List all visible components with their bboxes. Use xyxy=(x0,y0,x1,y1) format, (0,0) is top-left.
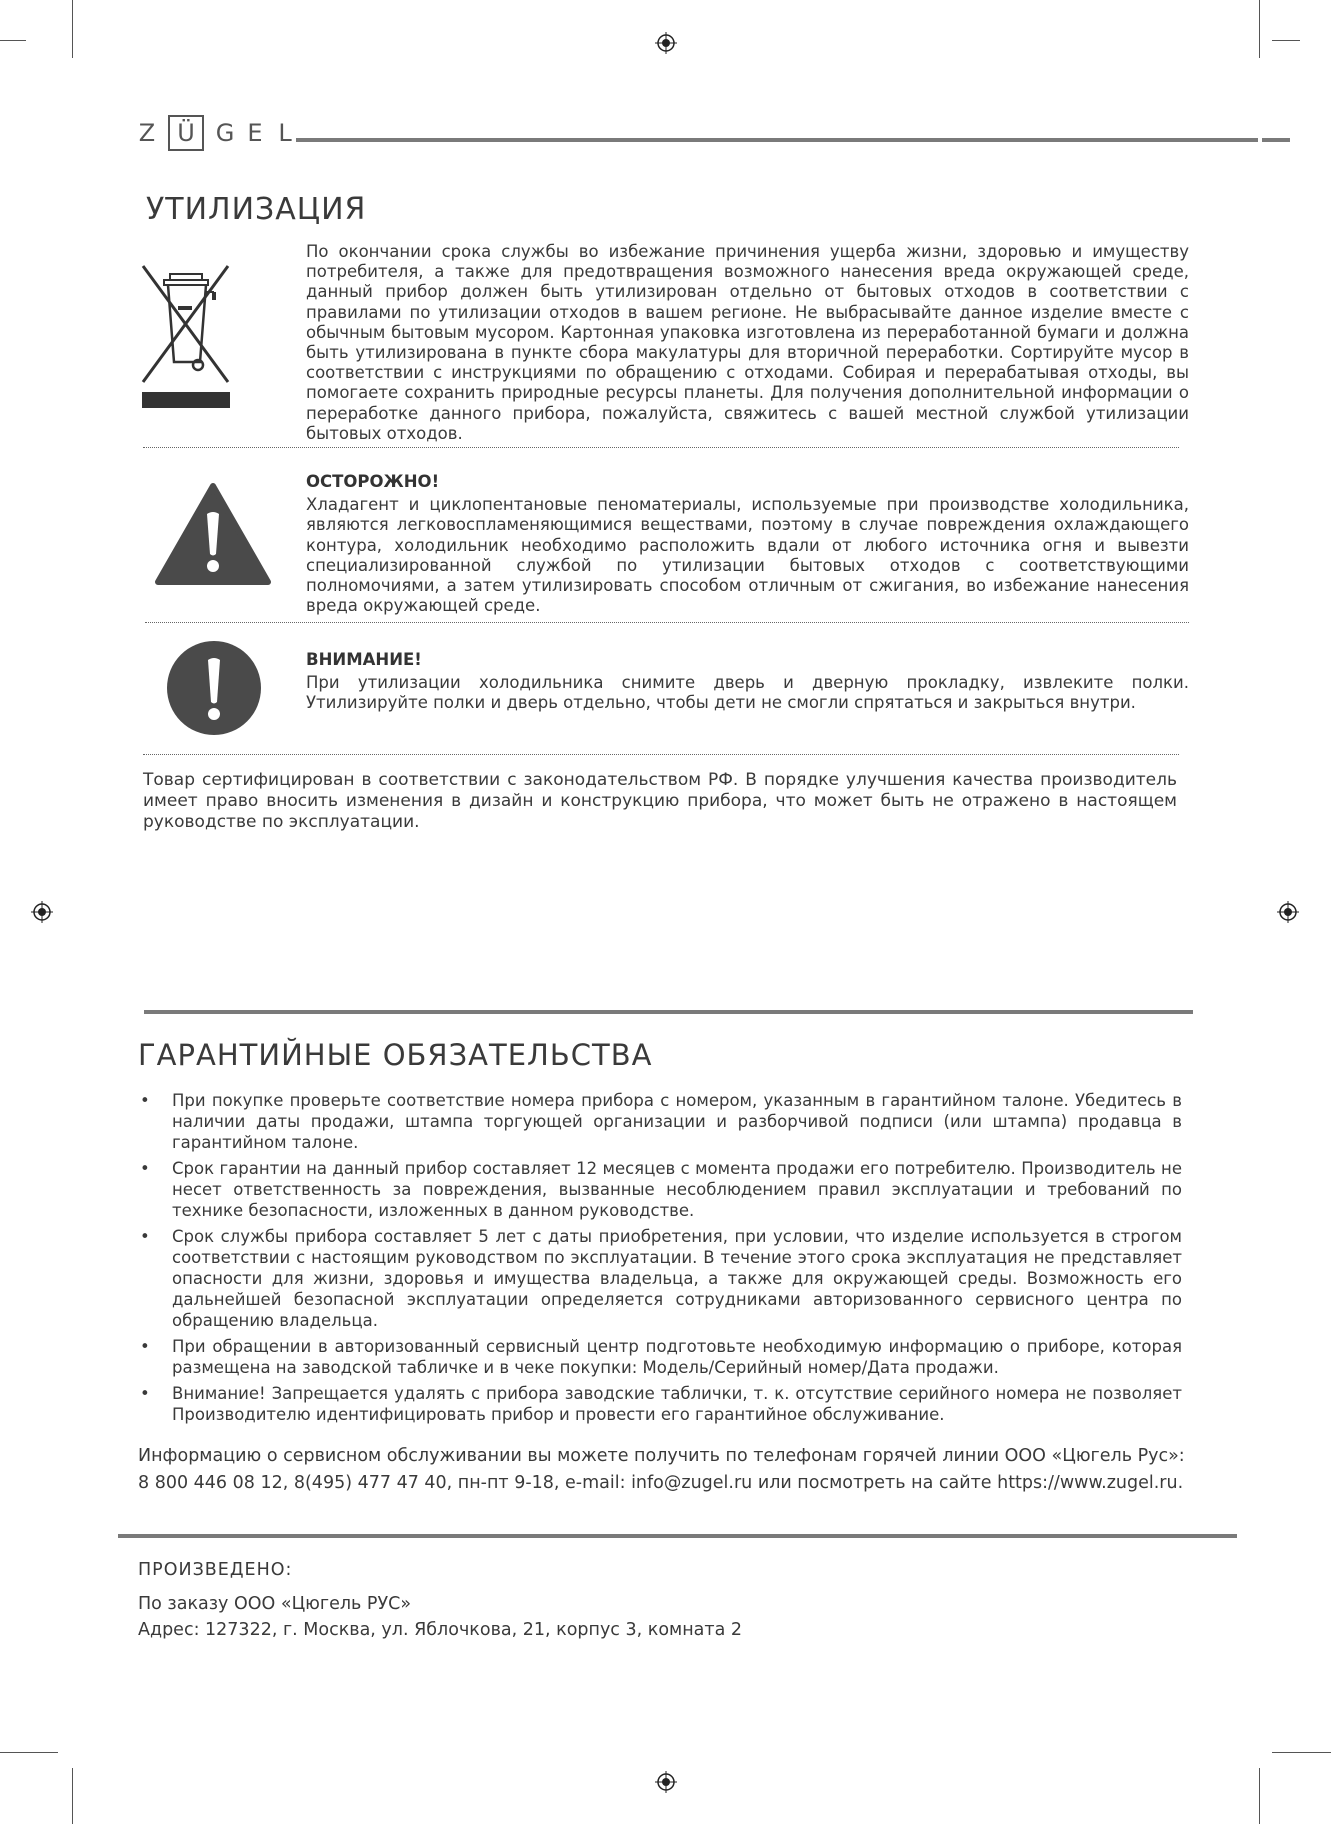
crop-mark xyxy=(1259,0,1260,58)
manufacturer-rule xyxy=(118,1534,1237,1538)
logo-letter: E xyxy=(247,119,263,147)
exclamation-circle-icon xyxy=(166,640,262,736)
manufacturer-address: Адрес: 127322, г. Москва, ул. Яблочкова, 21, корпус 3, комната 2 xyxy=(138,1620,743,1640)
certification-text: Товар сертифицирован в соответствии с законодательством РФ. В порядке улучшения качества производитель имеет право вносить изменения в дизайн и конструкцию прибора, что может быть не отражено в настоящем руководстве по эксплуатации. xyxy=(143,770,1177,832)
service-contacts-line: 8 800 446 08 12, 8(495) 477 47 40, пн-пт 9-18, e-mail: info@zugel.ru или посмотреть на сайте https://www.zugel.ru. xyxy=(138,1473,1184,1493)
list-item: • При покупке проверьте соответствие номера прибора с номером, указанным в гарантийном талоне. Убедитесь в наличии даты продажи, штампа торгующей организации и разборчивой подписи (или штампа) продавца в гарантийном талоне. xyxy=(140,1090,1182,1153)
list-item: • Внимание! Запрещается удалять с прибора заводские таблички, т. к. отсутствие серийного номера не позволяет Производителю идентифицировать прибор и провести его гарантийное обслуживание. xyxy=(140,1383,1182,1425)
logo-letter: Ü xyxy=(168,115,204,151)
registration-mark-icon xyxy=(31,901,53,923)
service-info-line: Информацию о сервисном обслуживании вы можете получить по телефонам горячей линии ООО «Цюгель Рус»: xyxy=(138,1446,1185,1466)
list-item: • Срок гарантии на данный прибор составляет 12 месяцев с момента продажи его потребителю. Производитель не несет ответственность за повреждения, вызванные несоблюдением правил эксплуатации и требований по технике безопасности, изложенных в данном руководстве. xyxy=(140,1158,1182,1221)
logo-letter: L xyxy=(278,119,292,147)
disposal-title: УТИЛИЗАЦИЯ xyxy=(146,192,367,227)
header-rule xyxy=(296,138,1258,142)
attention-title: ВНИМАНИЕ! xyxy=(306,650,422,669)
caution-block xyxy=(306,472,1189,616)
registration-mark-icon xyxy=(1277,901,1299,923)
warning-triangle-icon xyxy=(154,480,272,588)
crossed-bin-icon xyxy=(140,262,232,410)
disposal-text: По окончании срока службы во избежание причинения ущерба жизни, здоровью и имуществу потребителя, а также для предотвращения возможного нанесения вреда окружающей среде, данный прибор должен быть утилизирован отдельно от бытовых отходов в соответствии с правилами по утилизации отходов в вашем регионе. Не выбрасывайте данное изделие вместе с обычным бытовым мусором. Картонная упаковка изготовлена из переработанной бумаги и должна быть утилизирована в пункте сбора макулатуры для вторичной переработки. Сортируйте мусор в соответствии с инструкциями по обращению с отходами. Собирая и перерабатывая отходы, вы помогаете сохранить природные ресурсы планеты. Для получения дополнительной информации о переработке данного прибора, пожалуйста, свяжитесь с вашей местной службой утилизации бытовых отходов. xyxy=(306,242,1189,443)
crop-mark xyxy=(1272,1752,1331,1753)
warranty-rule xyxy=(144,1010,1193,1014)
list-item: • Срок службы прибора составляет 5 лет с даты приобретения, при условии, что изделие используется в строгом соответствии с настоящим руководством по эксплуатации. В течение этого срока эксплуатация не представляет опасности для жизни, здоровья и имущества владельца, а также для окружающей среды. Возможность его дальнейшей безопасной эксплуатации определяется сотрудниками авторизованного сервисного центра по обращению владельца. xyxy=(140,1226,1182,1331)
caution-text: Хладагент и циклопентановые пеноматериалы, используемые при производстве холодильника, являются легковоспламеняющимися веществами, поэтому в случае повреждения охлаждающего контура, холодильник необходимо расположить вдали от любого источника огня и вывезти специализированной службой по утилизации бытовых отходов с соответствующими полномочиями, а затем утилизировать способом отличным от сжигания, во избежание нанесения вреда окружающей среде. xyxy=(306,495,1189,616)
attention-block xyxy=(306,650,1189,714)
caution-title: ОСТОРОЖНО! xyxy=(306,472,440,491)
registration-mark-icon xyxy=(655,32,677,54)
crop-mark xyxy=(72,0,73,58)
crop-mark xyxy=(1259,1768,1260,1824)
warranty-title: ГАРАНТИЙНЫЕ ОБЯЗАТЕЛЬСТВА xyxy=(138,1038,653,1072)
logo-letter: Z xyxy=(138,119,156,147)
manufacturer-line: По заказу ООО «Цюгель РУС» xyxy=(138,1594,412,1614)
logo-letter: G xyxy=(215,119,235,147)
brand-logo xyxy=(132,118,300,148)
list-item: • При обращении в авторизованный сервисный центр подготовьте необходимую информацию о приборе, которая размещена на заводской табличке и в чеке покупки: Модель/Серийный номер/Дата продажи. xyxy=(140,1336,1182,1378)
crop-mark xyxy=(1272,40,1300,41)
section-divider xyxy=(143,447,1179,448)
header-rule-end xyxy=(1262,138,1290,142)
section-divider xyxy=(145,622,1189,623)
manufacturer-title: ПРОИЗВЕДЕНО: xyxy=(138,1560,293,1580)
crop-mark xyxy=(72,1768,73,1824)
section-divider xyxy=(143,754,1179,755)
crop-mark xyxy=(0,1752,58,1753)
registration-mark-icon xyxy=(655,1771,677,1793)
warranty-list xyxy=(140,1090,1182,1430)
attention-text: При утилизации холодильника снимите дверь и дверную прокладку, извлеките полки. Утилизируйте полки и дверь отдельно, чтобы дети не смогли спрятаться и закрыться внутри. xyxy=(306,673,1189,713)
crop-mark xyxy=(0,40,26,41)
